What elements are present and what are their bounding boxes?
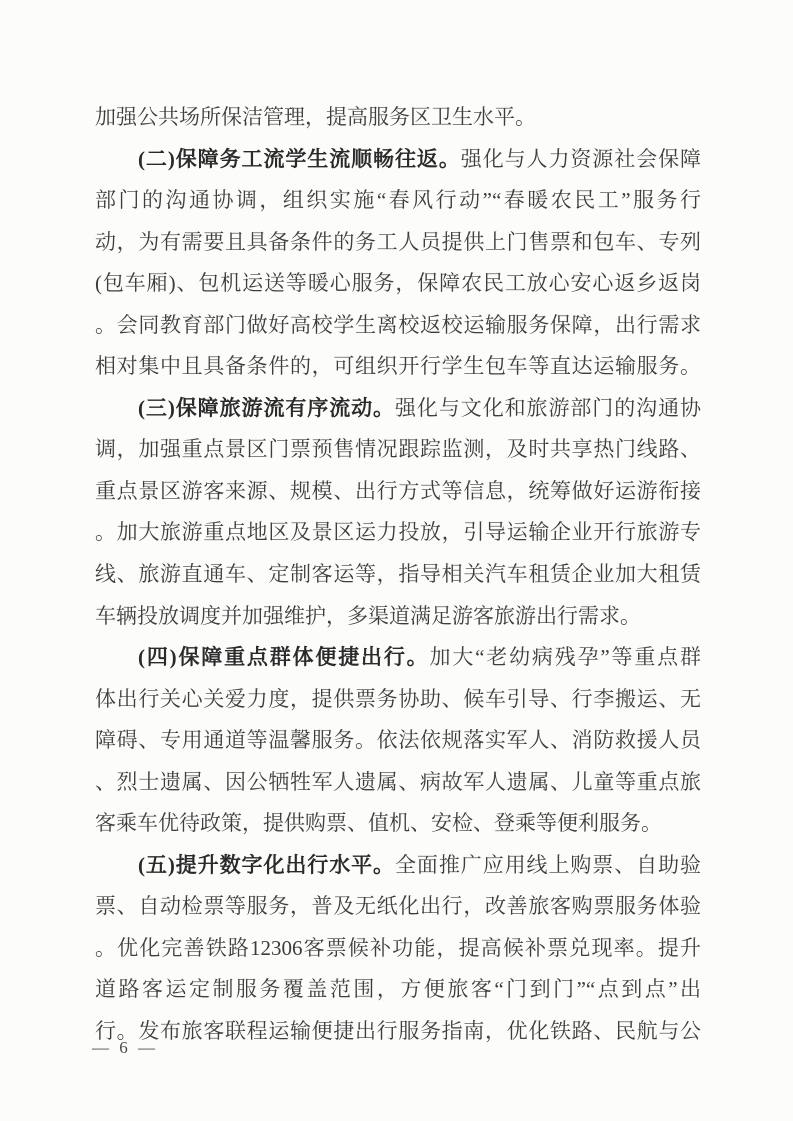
text-line: 调，加强重点景区门票预售情况跟踪监测，及时共享热门线路、: [95, 437, 701, 462]
paragraph-heading: (四)保障重点群体便捷出行。: [138, 645, 430, 670]
text-line: 相对集中且具备条件的，可组织开行学生包车等直达运输服务。: [95, 354, 701, 379]
text-line: 行。发布旅客联程运输便捷出行服务指南，优化铁路、民航与公: [95, 1019, 701, 1044]
text-line: (包车厢)、包机运送等暖心服务，保障农民工放心安心返乡返岗: [95, 271, 701, 296]
text-line: 动，为有需要且具备条件的务工人员提供上门售票和包车、专列: [95, 229, 701, 254]
paragraph-lead-line: [95, 388, 701, 430]
text-line: 加强公共场所保洁管理，提高服务区卫生水平。: [95, 105, 536, 129]
lead-line-text: 强化与人力资源社会保障: [460, 146, 701, 171]
page-number: — 6 —: [92, 1038, 158, 1057]
document-body: [95, 97, 701, 1053]
paragraph-lead-line: [95, 845, 701, 887]
paragraph-4: [95, 637, 701, 845]
lead-line-text: 强化与文化和旅游部门的沟通协: [395, 395, 701, 420]
text-line: 部门的沟通协调，组织实施“春风行动”“春暖农民工”服务行: [95, 188, 701, 213]
text-line: 线、旅游直通车、定制客运等，指导相关汽车租赁企业加大租赁: [95, 562, 701, 587]
paragraph-heading: (二)保障务工流学生流顺畅往返。: [138, 146, 461, 171]
text-line: 。优化完善铁路12306客票候补功能，提高候补票兑现率。提升: [95, 935, 701, 960]
text-line: 体出行关心关爱力度，提供票务协助、候车引导、行李搬运、无: [95, 686, 701, 711]
text-line: 道路客运定制服务覆盖范围，方便旅客“门到门”“点到点”出: [95, 977, 701, 1002]
paragraph-heading: (五)提升数字化出行水平。: [138, 852, 395, 877]
text-line: 车辆投放调度并加强维护，多渠道满足游客旅游出行需求。: [95, 603, 641, 628]
paragraph-heading: (三)保障旅游流有序流动。: [138, 395, 395, 420]
text-line: 。会同教育部门做好高校学生离校返校运输服务保障，出行需求: [95, 312, 701, 337]
text-line: 。加大旅游重点地区及景区运力投放，引导运输企业开行旅游专: [95, 520, 701, 545]
lead-line-text: 全面推广应用线上购票、自助验: [395, 852, 701, 877]
text-line: 票、自动检票等服务，普及无纸化出行，改善旅客购票服务体验: [95, 894, 701, 919]
paragraph-lead-line: [95, 637, 701, 679]
paragraph-lead-line: [95, 139, 701, 181]
paragraph-5: [95, 845, 701, 1053]
paragraph-3: [95, 388, 701, 637]
paragraph-2: [95, 139, 701, 388]
lead-line-text: 加大“老幼病残孕”等重点群: [429, 645, 701, 670]
text-line: 客乘车优待政策，提供购票、值机、安检、登乘等便利服务。: [95, 811, 662, 836]
paragraph-continuation: [95, 97, 701, 139]
text-line: 、烈士遗属、因公牺牲军人遗属、病故军人遗属、儿童等重点旅: [95, 769, 701, 794]
text-line: 障碍、专用通道等温馨服务。依法依规落实军人、消防救援人员: [95, 728, 701, 753]
text-line: 重点景区游客来源、规模、出行方式等信息，统筹做好运游衔接: [95, 478, 701, 503]
